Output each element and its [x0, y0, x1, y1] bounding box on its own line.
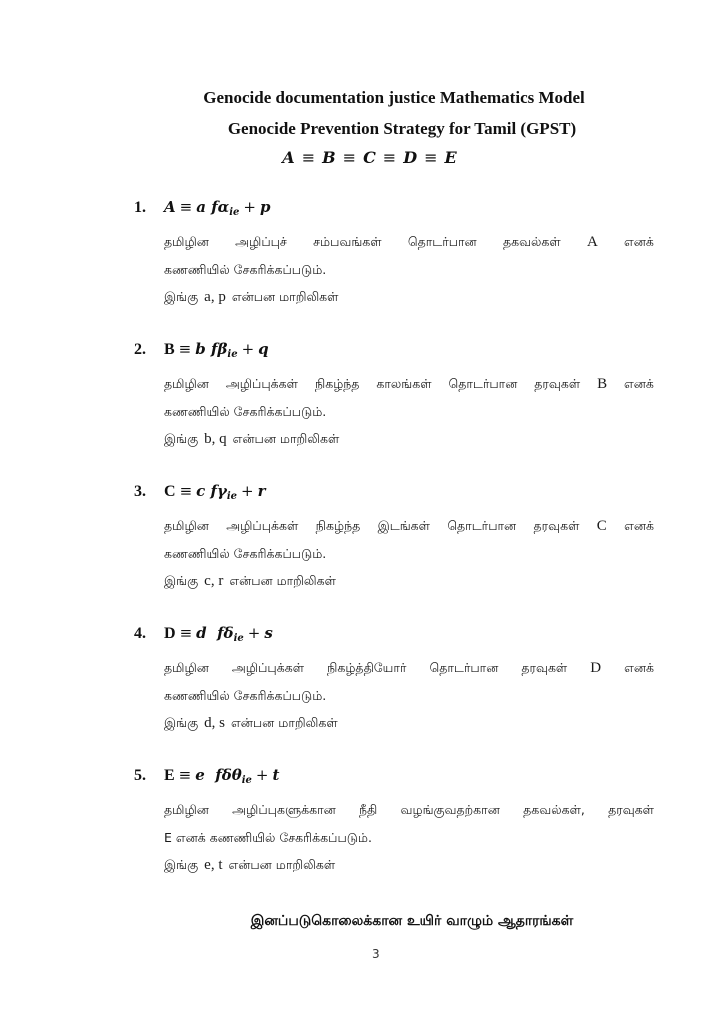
word: எனக்	[624, 518, 654, 533]
formula-coef: d	[196, 624, 207, 642]
word: தமிழின	[164, 518, 209, 533]
constants-prefix: இங்கு	[164, 573, 199, 588]
word: தொடர்பான	[429, 660, 499, 675]
constants-suffix: என்பன மாறிலிகள்	[228, 857, 336, 872]
formula-lhs: C	[164, 483, 176, 500]
formula-subscript: ie	[241, 775, 252, 786]
word: தமிழின	[164, 234, 209, 249]
document-subtitle: Genocide Prevention Strategy for Tamil (GPST)	[227, 119, 577, 138]
formula-plus: +	[241, 482, 254, 500]
description-line-1	[164, 376, 654, 393]
constants-vars: b, q	[204, 431, 227, 447]
constants-prefix: இங்கு	[164, 857, 199, 872]
formula-subscript: ie	[229, 207, 240, 218]
constants-prefix: இங்கு	[164, 431, 199, 446]
formula-f: f	[217, 624, 224, 642]
formula-const: p	[259, 198, 271, 216]
description-line-2: கணணியில் சேகரிக்கப்படும்.	[164, 262, 327, 277]
variable-letter: C	[596, 518, 607, 534]
section-heading	[134, 482, 266, 502]
word: அழிப்புக்கள்	[225, 376, 298, 391]
formula-lhs: D	[164, 625, 176, 642]
footer-tagline: இனப்படுகொலைக்கான உயிர் வாழும் ஆதாரங்கள்	[250, 913, 574, 929]
section-number: 4.	[134, 625, 146, 642]
constants-suffix: என்பன மாறிலிகள்	[231, 715, 338, 730]
formula-lhs: A	[164, 198, 176, 216]
formula-f: f	[210, 482, 217, 500]
chain-term: B	[322, 148, 337, 167]
section-number: 3.	[134, 483, 146, 500]
formula-lhs: E	[164, 767, 175, 784]
constants-vars: c, r	[204, 573, 224, 589]
section-heading	[134, 766, 279, 786]
section-number: 5.	[134, 767, 146, 784]
formula-subscript: ie	[233, 633, 244, 644]
equiv-operator: ≡	[424, 148, 439, 167]
constants-prefix: இங்கு	[164, 289, 199, 304]
page-number: 3	[372, 947, 380, 961]
word: தரவுகள்	[521, 660, 568, 675]
word: எனக்	[624, 660, 654, 675]
equiv-operator: ≡	[342, 148, 358, 167]
formula-equiv: ≡	[178, 340, 192, 358]
constants-suffix: என்பன மாறிலிகள்	[229, 573, 336, 588]
constants-line	[164, 431, 654, 448]
section-heading	[134, 340, 269, 360]
word: தரவுகள்	[608, 802, 654, 817]
formula-plus: +	[247, 624, 261, 642]
constants-line	[164, 715, 654, 732]
word: அழிப்புக்கள்	[226, 518, 299, 533]
word: சம்பவங்கள்	[313, 234, 382, 249]
formula-equiv: ≡	[178, 766, 192, 784]
word: தமிழின	[164, 660, 209, 675]
formula-const: s	[264, 624, 273, 642]
constants-vars: e, t	[204, 857, 223, 873]
description-line-2: கணணியில் சேகரிக்கப்படும்.	[164, 688, 327, 703]
formula	[164, 198, 270, 216]
formula-coef: c	[196, 482, 206, 500]
word: எனக்	[624, 376, 654, 391]
section-heading	[134, 198, 270, 218]
constants-vars: a, p	[204, 289, 226, 305]
constants-prefix: இங்கு	[164, 715, 199, 730]
formula-lhs: B	[164, 341, 175, 358]
formula-coef: e	[195, 766, 205, 784]
section-number: 2.	[134, 341, 146, 358]
formula-plus: +	[243, 198, 256, 216]
word: எனக்	[624, 234, 654, 249]
description-line-1	[164, 802, 654, 819]
word: தொடர்பான	[407, 234, 477, 249]
word: தொடர்பான	[447, 518, 517, 533]
description-line-2: கணணியில் சேகரிக்கப்படும்.	[164, 546, 327, 561]
word: நீதி	[359, 802, 378, 817]
equiv-operator: ≡	[301, 148, 317, 167]
word: தகவல்கள்	[502, 234, 561, 249]
description-line-1	[164, 660, 654, 677]
constants-vars: d, s	[204, 715, 225, 731]
word: நிகழ்த்தியோர்	[327, 660, 407, 675]
formula-equiv: ≡	[179, 482, 193, 500]
formula	[164, 766, 279, 784]
formula-subscript: ie	[226, 491, 238, 502]
formula-f: f	[211, 198, 218, 216]
constants-line	[164, 289, 654, 306]
word: அழிப்புச்	[235, 234, 287, 249]
formula-const: t	[272, 766, 280, 784]
formula-plus: +	[241, 340, 255, 358]
formula-coef: a	[196, 198, 206, 216]
word: தரவுகள்	[534, 376, 581, 391]
description-line-2: E எனக் கணணியில் சேகரிக்கப்படும்.	[164, 830, 372, 845]
description-line-1	[164, 518, 654, 535]
chain-term: A	[282, 148, 296, 167]
description-line-2: கணணியில் சேகரிக்கப்படும்.	[164, 404, 327, 419]
equiv-operator: ≡	[382, 148, 398, 167]
word: அழிப்புகளுக்கான	[232, 802, 336, 817]
formula-f: fδ	[215, 766, 232, 784]
formula-greek: γ	[216, 482, 227, 500]
equivalence-chain	[8, 148, 724, 167]
document-title: Genocide documentation justice Mathematics Model	[203, 88, 585, 107]
formula-greek: α	[217, 198, 230, 216]
formula-f: f	[210, 340, 218, 358]
chain-term: D	[403, 148, 419, 167]
formula-greek: δ	[223, 624, 234, 642]
word: தரவுகள்	[533, 518, 580, 533]
constants-suffix: என்பன மாறிலிகள்	[231, 289, 339, 304]
formula-greek: β	[217, 340, 228, 358]
word: காலங்கள்	[376, 376, 432, 391]
word: தொடர்பான	[448, 376, 518, 391]
formula-plus: +	[255, 766, 269, 784]
word: தமிழின	[164, 376, 209, 391]
word: நிகழ்ந்த	[314, 376, 360, 391]
variable-letter: B	[597, 376, 608, 392]
word: அழிப்புக்கள்	[231, 660, 304, 675]
chain-term: C	[363, 148, 377, 167]
formula-greek: θ	[231, 766, 242, 784]
word: வழங்குவதற்கான	[400, 802, 500, 817]
section-heading	[134, 624, 273, 644]
variable-letter: A	[586, 234, 598, 250]
formula-coef: b	[195, 340, 206, 358]
variable-letter: D	[590, 660, 602, 676]
formula	[164, 624, 273, 642]
formula-subscript: ie	[227, 349, 238, 360]
formula	[164, 340, 269, 358]
formula-const: q	[258, 340, 269, 358]
chain-term: E	[444, 148, 458, 167]
word: தமிழின	[164, 802, 209, 817]
description-line-1	[164, 234, 654, 251]
formula-equiv: ≡	[179, 624, 193, 642]
section-number: 1.	[134, 199, 146, 216]
formula-const: r	[257, 482, 266, 500]
word: இடங்கள்	[377, 518, 430, 533]
constants-suffix: என்பன மாறிலிகள்	[232, 431, 340, 446]
constants-line	[164, 857, 654, 874]
word: நிகழ்ந்த	[315, 518, 361, 533]
word: தகவல்கள்,	[523, 802, 585, 817]
formula-equiv: ≡	[179, 198, 193, 216]
formula	[164, 482, 266, 500]
constants-line	[164, 573, 654, 590]
